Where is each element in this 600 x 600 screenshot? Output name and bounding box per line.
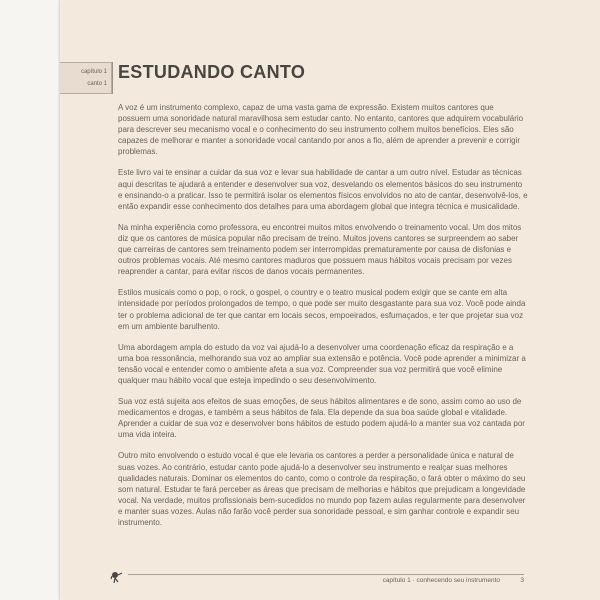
chapter-tab-line2: canto 1: [87, 81, 107, 87]
paragraph: Uma abordagem ampla do estudo da voz vai ajudá-lo a desenvolver uma coordenação eficaz da respiração e a uma boa ressonância, melhorando sua voz ao ampliar sua extensão e potência. Você pode aprender a minimizar a tensão vocal e entender como o ambiente afeta a sua voz. Compreender sua voz permitirá que você elimine qualquer mau hábito vocal que esteja impedindo o seu desenvolvimento.: [118, 342, 526, 385]
page-footer: [110, 570, 530, 586]
paragraph: Na minha experiência como professora, eu encontrei muitos mitos envolvendo o treinamento vocal. Um dos mitos diz que os cantores de música popular não precisam de treino. Muitos jovens cantores se surpreendem ao saber que carreiras de cantores sem treinamento podem ser interrompidas prematuramente por causa de disfonias e outros problemas vocais. Até mesmo cantores maduros que possuem maus hábitos vocais precisam por vezes reaprender a cantar, para evitar riscos de danos vocais permanentes.: [118, 222, 522, 277]
running-title: capítulo 1 · conhecendo seu instrumento: [382, 577, 500, 584]
page-title: ESTUDANDO CANTO: [118, 62, 306, 82]
publisher-logo-icon: [110, 570, 124, 584]
paragraph: A voz é um instrumento complexo, capaz de uma vasta gama de expressão. Existem muitos cantores que possuem uma sonoridade natural maravilhosa sem estudar canto. No entanto, cantores que adquirem vocabulário para descrever seu mecanismo vocal e o conhecimento do seu instrumento colhem muitos benefícios. Eles são capazes de melhorar e manter a sonoridade vocal cantando por anos a fio, além de aprender a prevenir e corrigir problemas.: [118, 103, 524, 157]
paragraph: Sua voz está sujeita aos efeitos de suas emoções, de seus hábitos alimentares e de sono, assim como ao uso de medicamentos e drogas, e também a seus hábitos de fala. Ela depende da sua boa saúde global e vitalidade. Aprender a cuidar de sua voz e desenvolver bons hábitos de estudo podem ajudá-lo a manter sua voz cantada por uma vida inteira.: [118, 397, 525, 440]
title-divider: [112, 62, 113, 94]
footer-rule: [128, 574, 524, 575]
paragraph: Este livro vai te ensinar a cuidar da sua voz e levar sua habilidade de cantar a um outro nível. Estudar as técnicas aqui descritas te ajudará a entender e desenvolver sua voz, desvelando os elementos básicos do seu instrumento e ensinando-o a praticar. Isso te permitirá isolar os elementos físicos envolvidos no ato de cantar, desenvolvê-los, e então expandir esse conhecimento dos detalhes para uma abordagem global que integra técnica e musicalidade.: [118, 168, 528, 211]
paragraph: Estilos musicais como o pop, o rock, o gospel, o country e o teatro musical podem exigir que se cante em alta intensidade por períodos prolongados de tempo, o que pode ser muito desgastante para sua voz. Você pode ainda ter o problema adicional de ter que cantar em locais secos, empoeirados, esfumaçados, e ter que projetar sua voz em um ambiente barulhento.: [118, 288, 526, 331]
chapter-tab-line1: capítulo 1: [80, 69, 107, 75]
chapter-tab: [60, 62, 112, 94]
page-number: 3: [520, 577, 524, 584]
body-text: [118, 102, 528, 538]
paragraph: Outro mito envolvendo o estudo vocal é que ele levaria os cantores a perder a personalidade única e natural de suas vozes. Ao contrário, estudar canto pode ajudá-lo a desenvolver seu instrumento e realçar suas melhores qualidades naturais. Dominar os elementos do canto, como o controle da respiração, o fará obter o máximo do seu som natural. Estudar te fará perceber as áreas que precisam de melhorias e hábitos que prejudicam a longevidade vocal. Na verdade, muitos profissionais bem-sucedidos no mundo pop fazem aulas regularmente para desenvolver e manter suas vozes. Aulas não farão você perder sua sonoridade pessoal, e sim ganhar controle e expandir seu instrumento.: [118, 451, 526, 527]
